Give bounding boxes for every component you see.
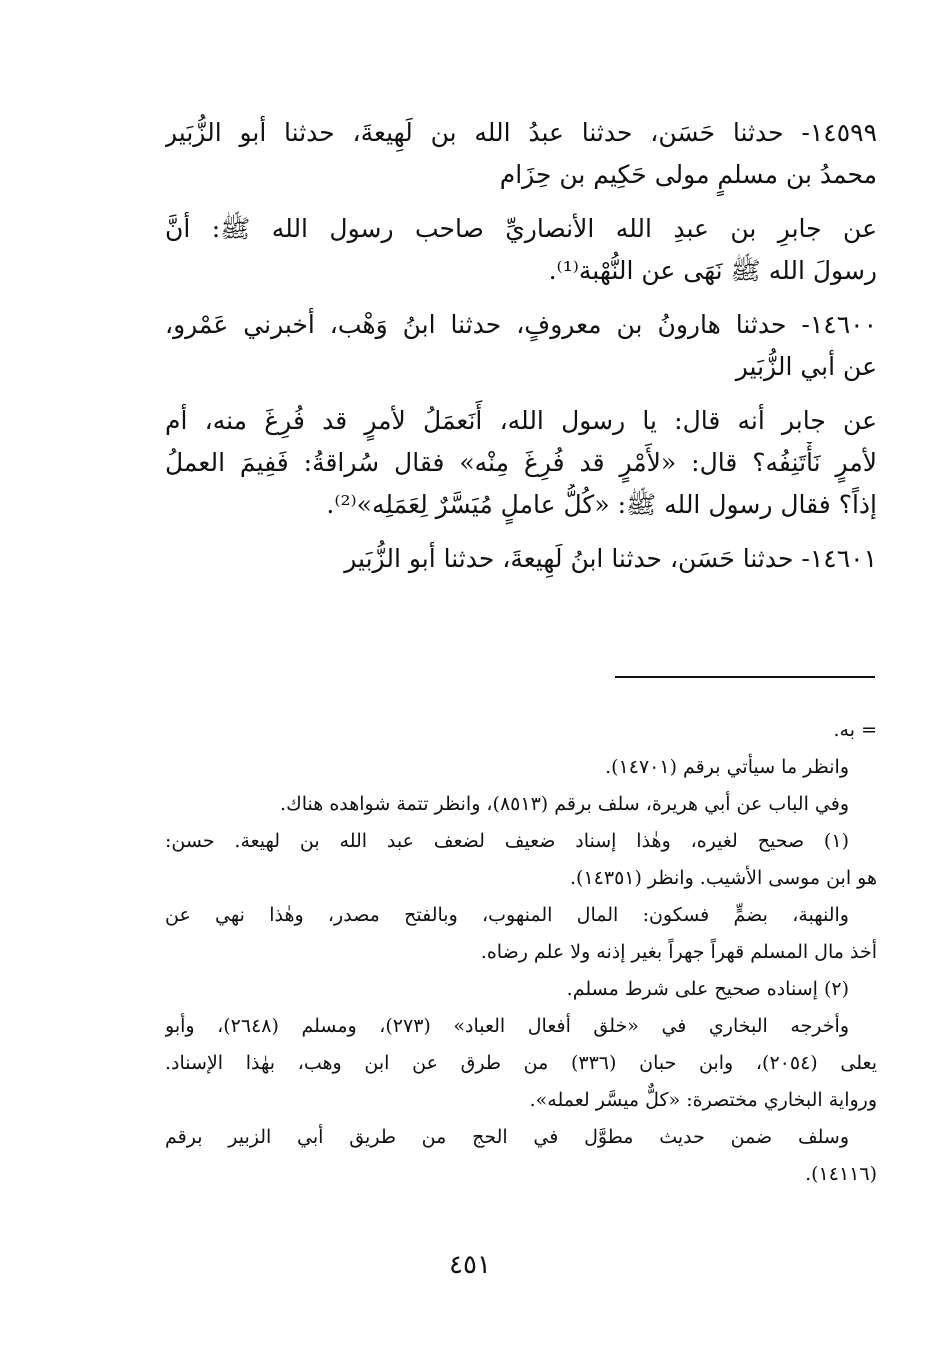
paragraph-gap (165, 388, 877, 400)
footnote-line: (٢) إسناده صحيح على شرط مسلم. (566, 978, 849, 1000)
footnote-line: هو ابن موسى الأشيب. وانظر (١٤٣٥١). (570, 867, 877, 889)
footnote-line: (١) صحيح لغيره، وهٰذا إسناد ضعيف لضعف عبد الله بن لهيعة. حسن: (165, 830, 849, 852)
paragraph-gap (165, 196, 877, 208)
footnote-line: وسلف ضمن حديث مطوَّل في الحج من طريق أبي الزبير برقم (165, 1126, 849, 1148)
text-line: رسولَ الله ﷺ نَهَى عن النُّهْبة⁽¹⁾. (548, 256, 877, 285)
footnotes (165, 712, 877, 1193)
footnote-line: يعلى (٢٠٥٤)، وابن حبان (٣٣٦) من طرق عن ابن وهب، بهٰذا الإسناد. (165, 1052, 877, 1074)
footnote-line: وفي الباب عن أبي هريرة، سلف برقم (٨٥١٣)، وانظر تتمة شواهده هناك. (280, 793, 849, 815)
text-line: عن أبي الزُّبَير (735, 352, 877, 381)
footnote-line: وانظر ما سيأتي برقم (١٤٧٠١). (605, 756, 849, 778)
text-line: محمدُ بن مسلمٍ مولى حَكِيم بن حِزَام (499, 160, 877, 189)
text-line: عن جابر أنه قال: يا رسول الله، أَنَعمَلُ لأمرٍ قد فُرِغَ منه، أم (165, 406, 877, 435)
footnote-line: وأخرجه البخاري في «خلق أفعال العباد» (٢٧٣)، ومسلم (٢٦٤٨)، وأبو (165, 1015, 849, 1037)
paragraph-gap (165, 526, 877, 538)
text-line: ١٤٦٠١- حدثنا حَسَن، حدثنا ابنُ لَهِيعةَ، حدثنا أبو الزُّبَير (344, 544, 877, 573)
page-number: ٤٥١ (449, 1250, 491, 1280)
hadith-text (165, 112, 877, 580)
footnote-line: ورواية البخاري مختصرة: «كلٌّ ميسَّر لعمله». (529, 1089, 877, 1111)
text-line: ١٤٥٩٩- حدثنا حَسَن، حدثنا عبدُ الله بن لَهِيعةَ، حدثنا أبو الزُّبَير (165, 118, 877, 147)
footnote-line: والنهبة، بضمٍّ فسكون: المال المنهوب، وبالفتح مصدر، وهٰذا نهي عن (165, 904, 849, 926)
footnote-divider (615, 676, 875, 678)
footnote-line: = به. (833, 719, 877, 741)
footnote-line: أخذ مال المسلم قهراً جهراً بغير إذنه ولا علم رضاه. (480, 941, 877, 963)
text-line: عن جابرِ بن عبدِ الله الأنصاريِّ صاحب رسول الله ﷺ: أنَّ (165, 214, 877, 243)
text-line: إذاً؟ فقال رسول الله ﷺ: «كُلُّ عاملٍ مُيَسَّرٌ لِعَمَلِه»⁽²⁾. (326, 490, 877, 519)
text-line: لأمرٍ نَأْتَنِفُه؟ قال: «لأَمْرٍ قد فُرِغَ مِنْه» فقال سُراقةُ: فَفِيمَ العملُ (165, 448, 877, 477)
paragraph-gap (165, 292, 877, 304)
footnote-line: (١٤١١٦). (805, 1163, 877, 1185)
text-line: ١٤٦٠٠- حدثنا هارونُ بن معروفٍ، حدثنا ابنُ وَهْب، أخبرني عَمْرو، (165, 310, 877, 339)
